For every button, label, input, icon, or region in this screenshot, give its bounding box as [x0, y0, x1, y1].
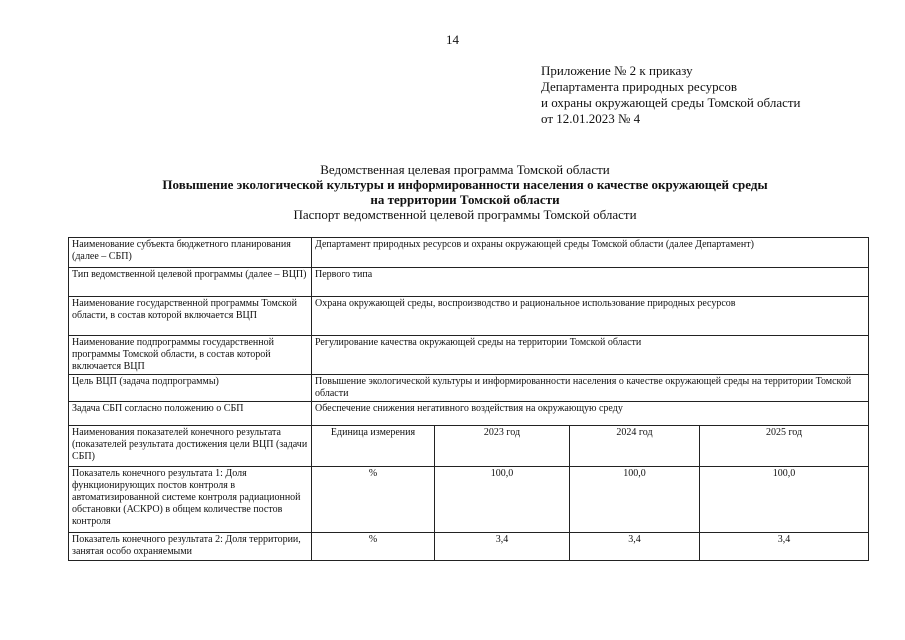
year-header-2025: 2025 год [700, 426, 869, 467]
indicator-label: Показатель конечного результата 1: Доля функционирующих постов контроля в автоматизированной системе контроля радиационной обстановки (АСКРО) в общем количестве постов контроля [69, 467, 312, 533]
indicator-value-2023: 100,0 [435, 467, 570, 533]
appendix-line: Приложение № 2 к приказу [541, 63, 693, 78]
year-header-2024: 2024 год [570, 426, 700, 467]
table-row [69, 297, 869, 336]
indicator-row [69, 467, 869, 533]
indicator-value-2023: 3,4 [435, 533, 570, 561]
indicator-value-2025: 100,0 [700, 467, 869, 533]
row-label: Наименование подпрограммы государственной программы Томской области, в состав которой включается ВЦП [69, 336, 312, 375]
row-value: Обеспечение снижения негативного воздействия на окружающую среду [312, 402, 869, 426]
year-header-2023: 2023 год [435, 426, 570, 467]
indicator-value-2025: 3,4 [700, 533, 869, 561]
table-row [69, 268, 869, 297]
passport-title: Паспорт ведомственной целевой программы Томской области [293, 207, 637, 222]
heading-line: Ведомственная целевая программа Томской области [320, 162, 610, 177]
row-value: Охрана окружающей среды, воспроизводство и рациональное использование природных ресурсов [312, 297, 869, 336]
indicators-header-row [69, 426, 869, 467]
appendix-block [541, 63, 801, 127]
row-value: Первого типа [312, 268, 869, 297]
indicator-unit: % [312, 467, 435, 533]
row-label: Цель ВЦП (задача подпрограммы) [69, 375, 312, 402]
indicator-row [69, 533, 869, 561]
row-label: Тип ведомственной целевой программы (далее – ВЦП) [69, 268, 312, 297]
indicator-label: Показатель конечного результата 2: Доля территории, занятая особо охраняемыми [69, 533, 312, 561]
appendix-line: от 12.01.2023 № 4 [541, 111, 641, 126]
indicator-value-2024: 3,4 [570, 533, 700, 561]
table-row [69, 336, 869, 375]
row-label: Задача СБП согласно положению о СБП [69, 402, 312, 426]
table-row [69, 238, 869, 268]
indicator-unit: % [312, 533, 435, 561]
document-heading [0, 162, 905, 222]
indicator-value-2024: 100,0 [570, 467, 700, 533]
row-value: Повышение экологической культуры и информированности населения о качестве окружающей среды на территории Томской области [312, 375, 869, 402]
table-row [69, 375, 869, 402]
row-value: Департамент природных ресурсов и охраны окружающей среды Томской области (далее Департамент) [312, 238, 869, 268]
unit-header: Единица измерения [312, 426, 435, 467]
appendix-line: и охраны окружающей среды Томской области [541, 95, 801, 110]
appendix-line: Департамента природных ресурсов [541, 79, 737, 94]
row-label: Наименование субъекта бюджетного планирования (далее – СБП) [69, 238, 312, 268]
indicators-header-label: Наименования показателей конечного результата (показателей результата достижения цели ВЦП (задачи СБП) [69, 426, 312, 467]
passport-table [68, 237, 869, 561]
table-row [69, 402, 869, 426]
program-title: Повышение экологической культуры и информированности населения о качестве окружающей среды [162, 177, 768, 192]
row-value: Регулирование качества окружающей среды на территории Томской области [312, 336, 869, 375]
row-label: Наименование государственной программы Томской области, в состав которой включается ВЦП [69, 297, 312, 336]
page-number: 14 [446, 32, 459, 47]
program-title-cont: на территории Томской области [370, 192, 560, 207]
